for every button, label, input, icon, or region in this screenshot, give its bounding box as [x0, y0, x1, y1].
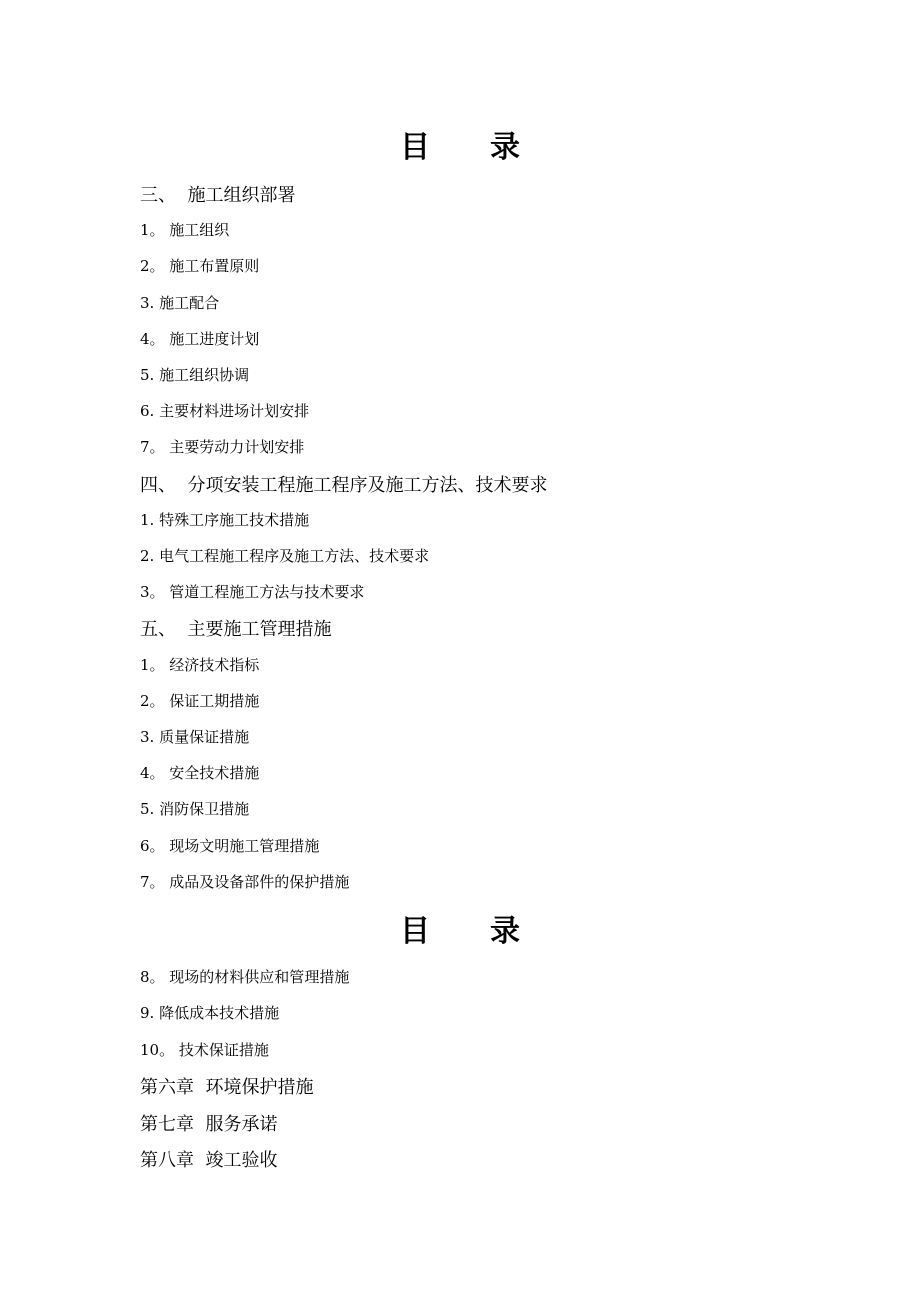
toc-entry-item: 2. 电气工程施工程序及施工方法、技术要求	[140, 547, 430, 565]
toc-entry-item: 1. 特殊工序施工技术措施	[140, 510, 310, 529]
toc-entry-item: 5. 施工组织协调	[140, 366, 250, 384]
toc-entry-section-heading: 四、 分项安装工程施工程序及施工方法、技术要求	[140, 474, 548, 496]
toc-entry-item: 5. 消防保卫措施	[140, 800, 250, 819]
toc-entry-item: 2。 保证工期措施	[140, 691, 260, 710]
toc-entry-item: 9. 降低成本技术措施	[140, 1004, 280, 1023]
toc-entry-item: 3. 施工配合	[140, 293, 220, 312]
toc-entry-item: 6。 现场文明施工管理措施	[140, 836, 320, 855]
toc-entry-section-heading: 三、 施工组织部署	[140, 185, 296, 206]
toc-entry-chapter-heading: 第七章 服务承诺	[140, 1113, 278, 1135]
toc-entry-item: 2。 施工布置原则	[140, 257, 260, 276]
toc-entry-item: 6. 主要材料进场计划安排	[140, 402, 310, 421]
toc-entry-section-heading: 五、 主要施工管理措施	[140, 619, 332, 641]
toc-entry-item: 8。 现场的材料供应和管理措施	[140, 968, 350, 986]
toc-entry-item: 1。 经济技术指标	[140, 655, 260, 674]
toc-entry-chapter-heading: 第八章 竣工验收	[140, 1150, 278, 1171]
toc-entry-item: 3。 管道工程施工方法与技术要求	[140, 583, 365, 602]
toc-entry-chapter-heading: 第六章 环境保护措施	[140, 1077, 314, 1099]
toc-title-repeat: 目 录	[400, 914, 520, 949]
toc-title: 目 录	[400, 130, 520, 165]
toc-entry-item: 1。 施工组织	[140, 221, 230, 240]
toc-entry-item: 3. 质量保证措施	[140, 728, 250, 746]
toc-entry-item: 4。 安全技术措施	[140, 764, 260, 783]
toc-entry-item: 4。 施工进度计划	[140, 329, 260, 348]
toc-entry-item: 10。 技术保证措施	[140, 1040, 269, 1059]
toc-entry-item: 7。 成品及设备部件的保护措施	[140, 872, 350, 891]
toc-entry-item: 7。 主要劳动力计划安排	[140, 438, 305, 457]
